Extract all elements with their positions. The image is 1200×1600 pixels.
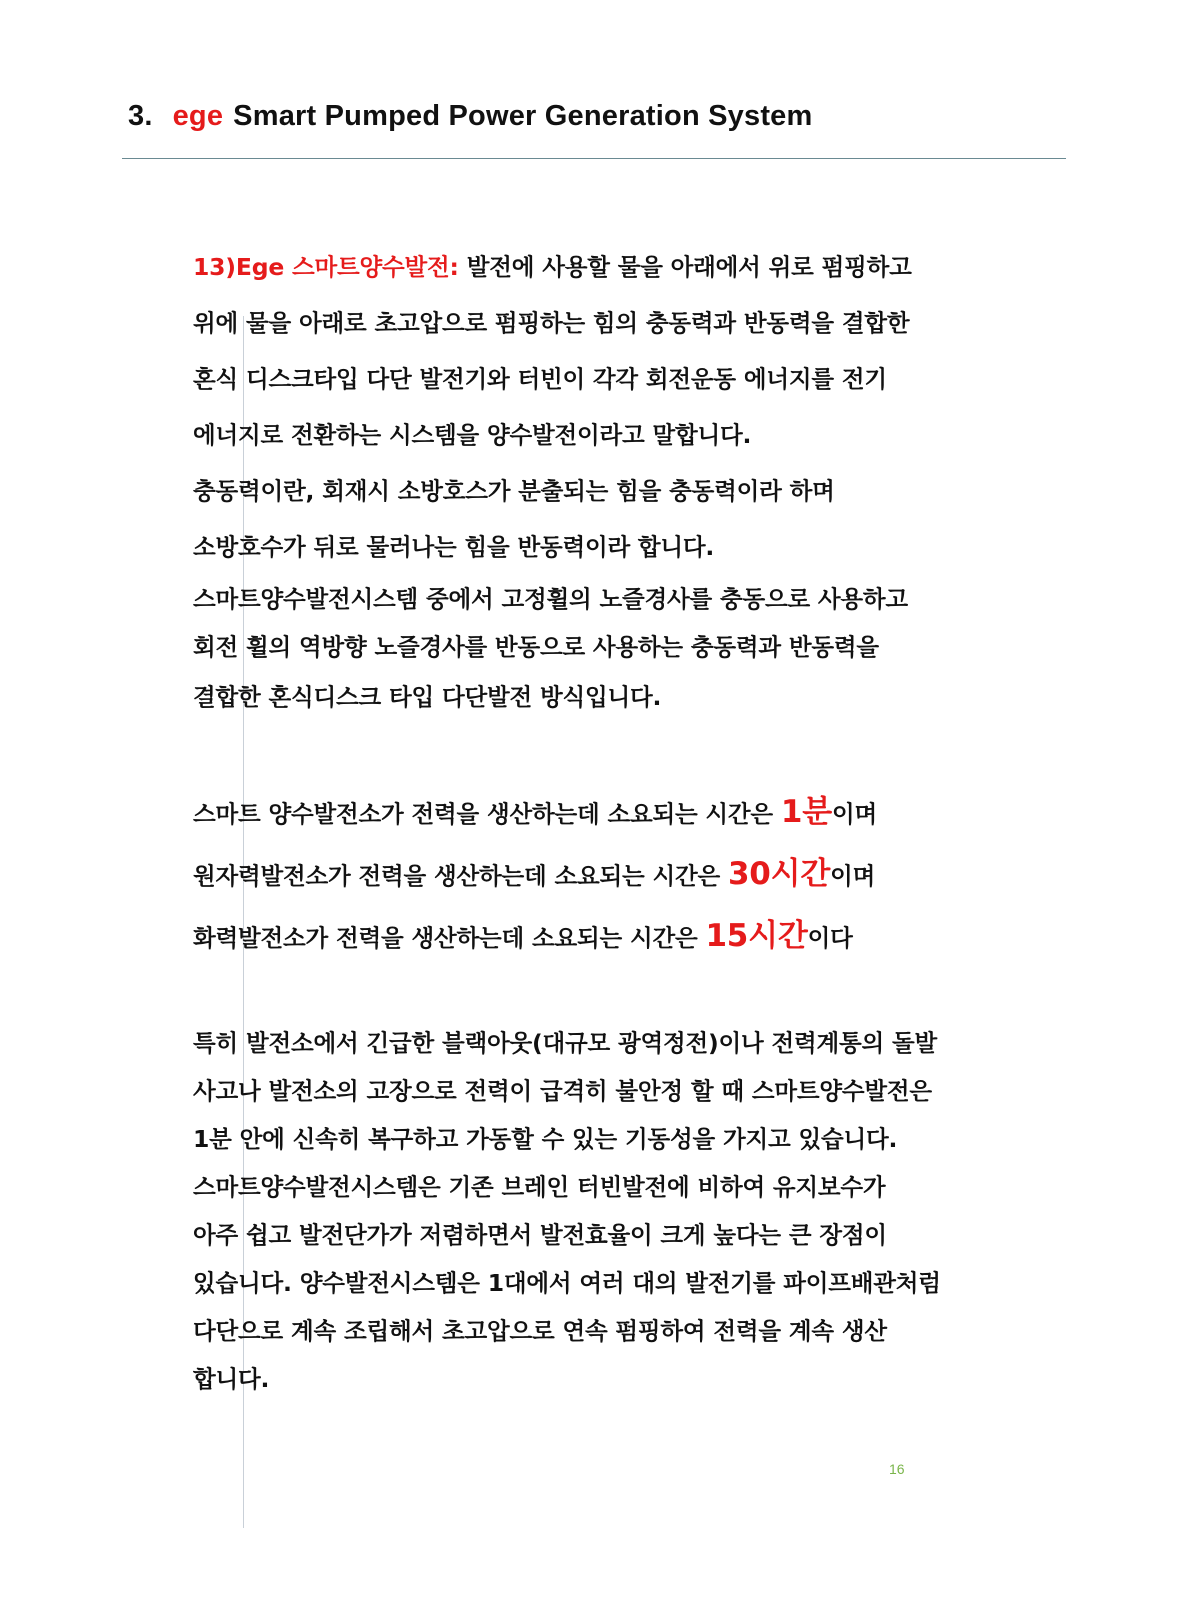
paragraph-line: 다단으로 계속 조립해서 초고압으로 연속 펌핑하여 전력을 계속 생산 [193,1317,887,1345]
comparison-value: 15시간 [705,918,808,954]
comparison-suffix: 이다 [807,924,853,952]
paragraph-line: 소방호수가 뒤로 물러나는 힘을 반동력이라 합니다. [193,533,715,561]
paragraph-line: 충동력이란, 회재시 소방호스가 분출되는 힘을 충동력이라 하며 [193,477,835,505]
comparison-suffix: 이며 [832,800,878,828]
paragraph-line: 1분 안에 신속히 복구하고 가동할 수 있는 기동성을 가지고 있습니다. [193,1125,898,1153]
paragraph-line: 스마트양수발전시스템은 기존 브레인 터빈발전에 비하여 유지보수가 [193,1173,886,1201]
brand-accent: ege [172,100,224,132]
paragraph-line [193,248,912,282]
header-title: Smart Pumped Power Generation System [233,100,813,132]
paragraph-line: 회전 휠의 역방향 노즐경사를 반동으로 사용하는 충동력과 반동력을 [193,633,879,661]
paragraph-line: 혼식 디스크타입 다단 발전기와 터빈이 각각 회전운동 에너지를 전기 [193,365,887,393]
section-label: 13)Ege 스마트양수발전: [193,253,459,281]
comparison-text: 스마트 양수발전소가 전력을 생산하는데 소요되는 시간은 [193,800,781,828]
paragraph-line: 아주 쉽고 발전단가가 저렴하면서 발전효율이 크게 높다는 큰 장점이 [193,1221,887,1249]
paragraph-line: 에너지로 전환하는 시스템을 양수발전이라고 말합니다. [193,421,752,449]
paragraph-line: 있습니다. 양수발전시스템은 1대에서 여러 대의 발전기를 파이프배관처럼 [193,1269,941,1297]
paragraph-line: 사고나 발전소의 고장으로 전력이 급격히 불안정 할 때 스마트양수발전은 [193,1077,932,1105]
comparison-line [193,910,853,955]
paragraph-line: 합니다. [193,1365,270,1393]
paragraph-line: 결합한 혼식디스크 타입 다단발전 방식입니다. [193,683,662,711]
comparison-value: 30시간 [727,856,831,892]
page-number: 16 [889,1461,905,1477]
page-header [128,100,1068,133]
comparison-line [193,848,875,893]
paragraph-text: 발전에 사용할 물을 아래에서 위로 펌핑하고 [458,253,912,281]
comparison-line [193,786,877,831]
header-divider [122,158,1066,159]
comparison-text: 원자력발전소가 전력을 생산하는데 소요되는 시간은 [193,862,728,890]
paragraph-line: 스마트양수발전시스템 중에서 고정휠의 노즐경사를 충동으로 사용하고 [193,585,908,613]
paragraph-line: 특히 발전소에서 긴급한 블랙아웃(대규모 광역정전)이나 전력계통의 돌발 [193,1029,937,1057]
comparison-text: 화력발전소가 전력을 생산하는데 소요되는 시간은 [193,924,706,952]
section-number: 3. [128,100,153,132]
comparison-suffix: 이며 [830,862,876,890]
paragraph-line: 위에 물을 아래로 초고압으로 펌핑하는 힘의 충동력과 반동력을 결합한 [193,309,910,337]
comparison-value: 1분 [780,794,833,830]
